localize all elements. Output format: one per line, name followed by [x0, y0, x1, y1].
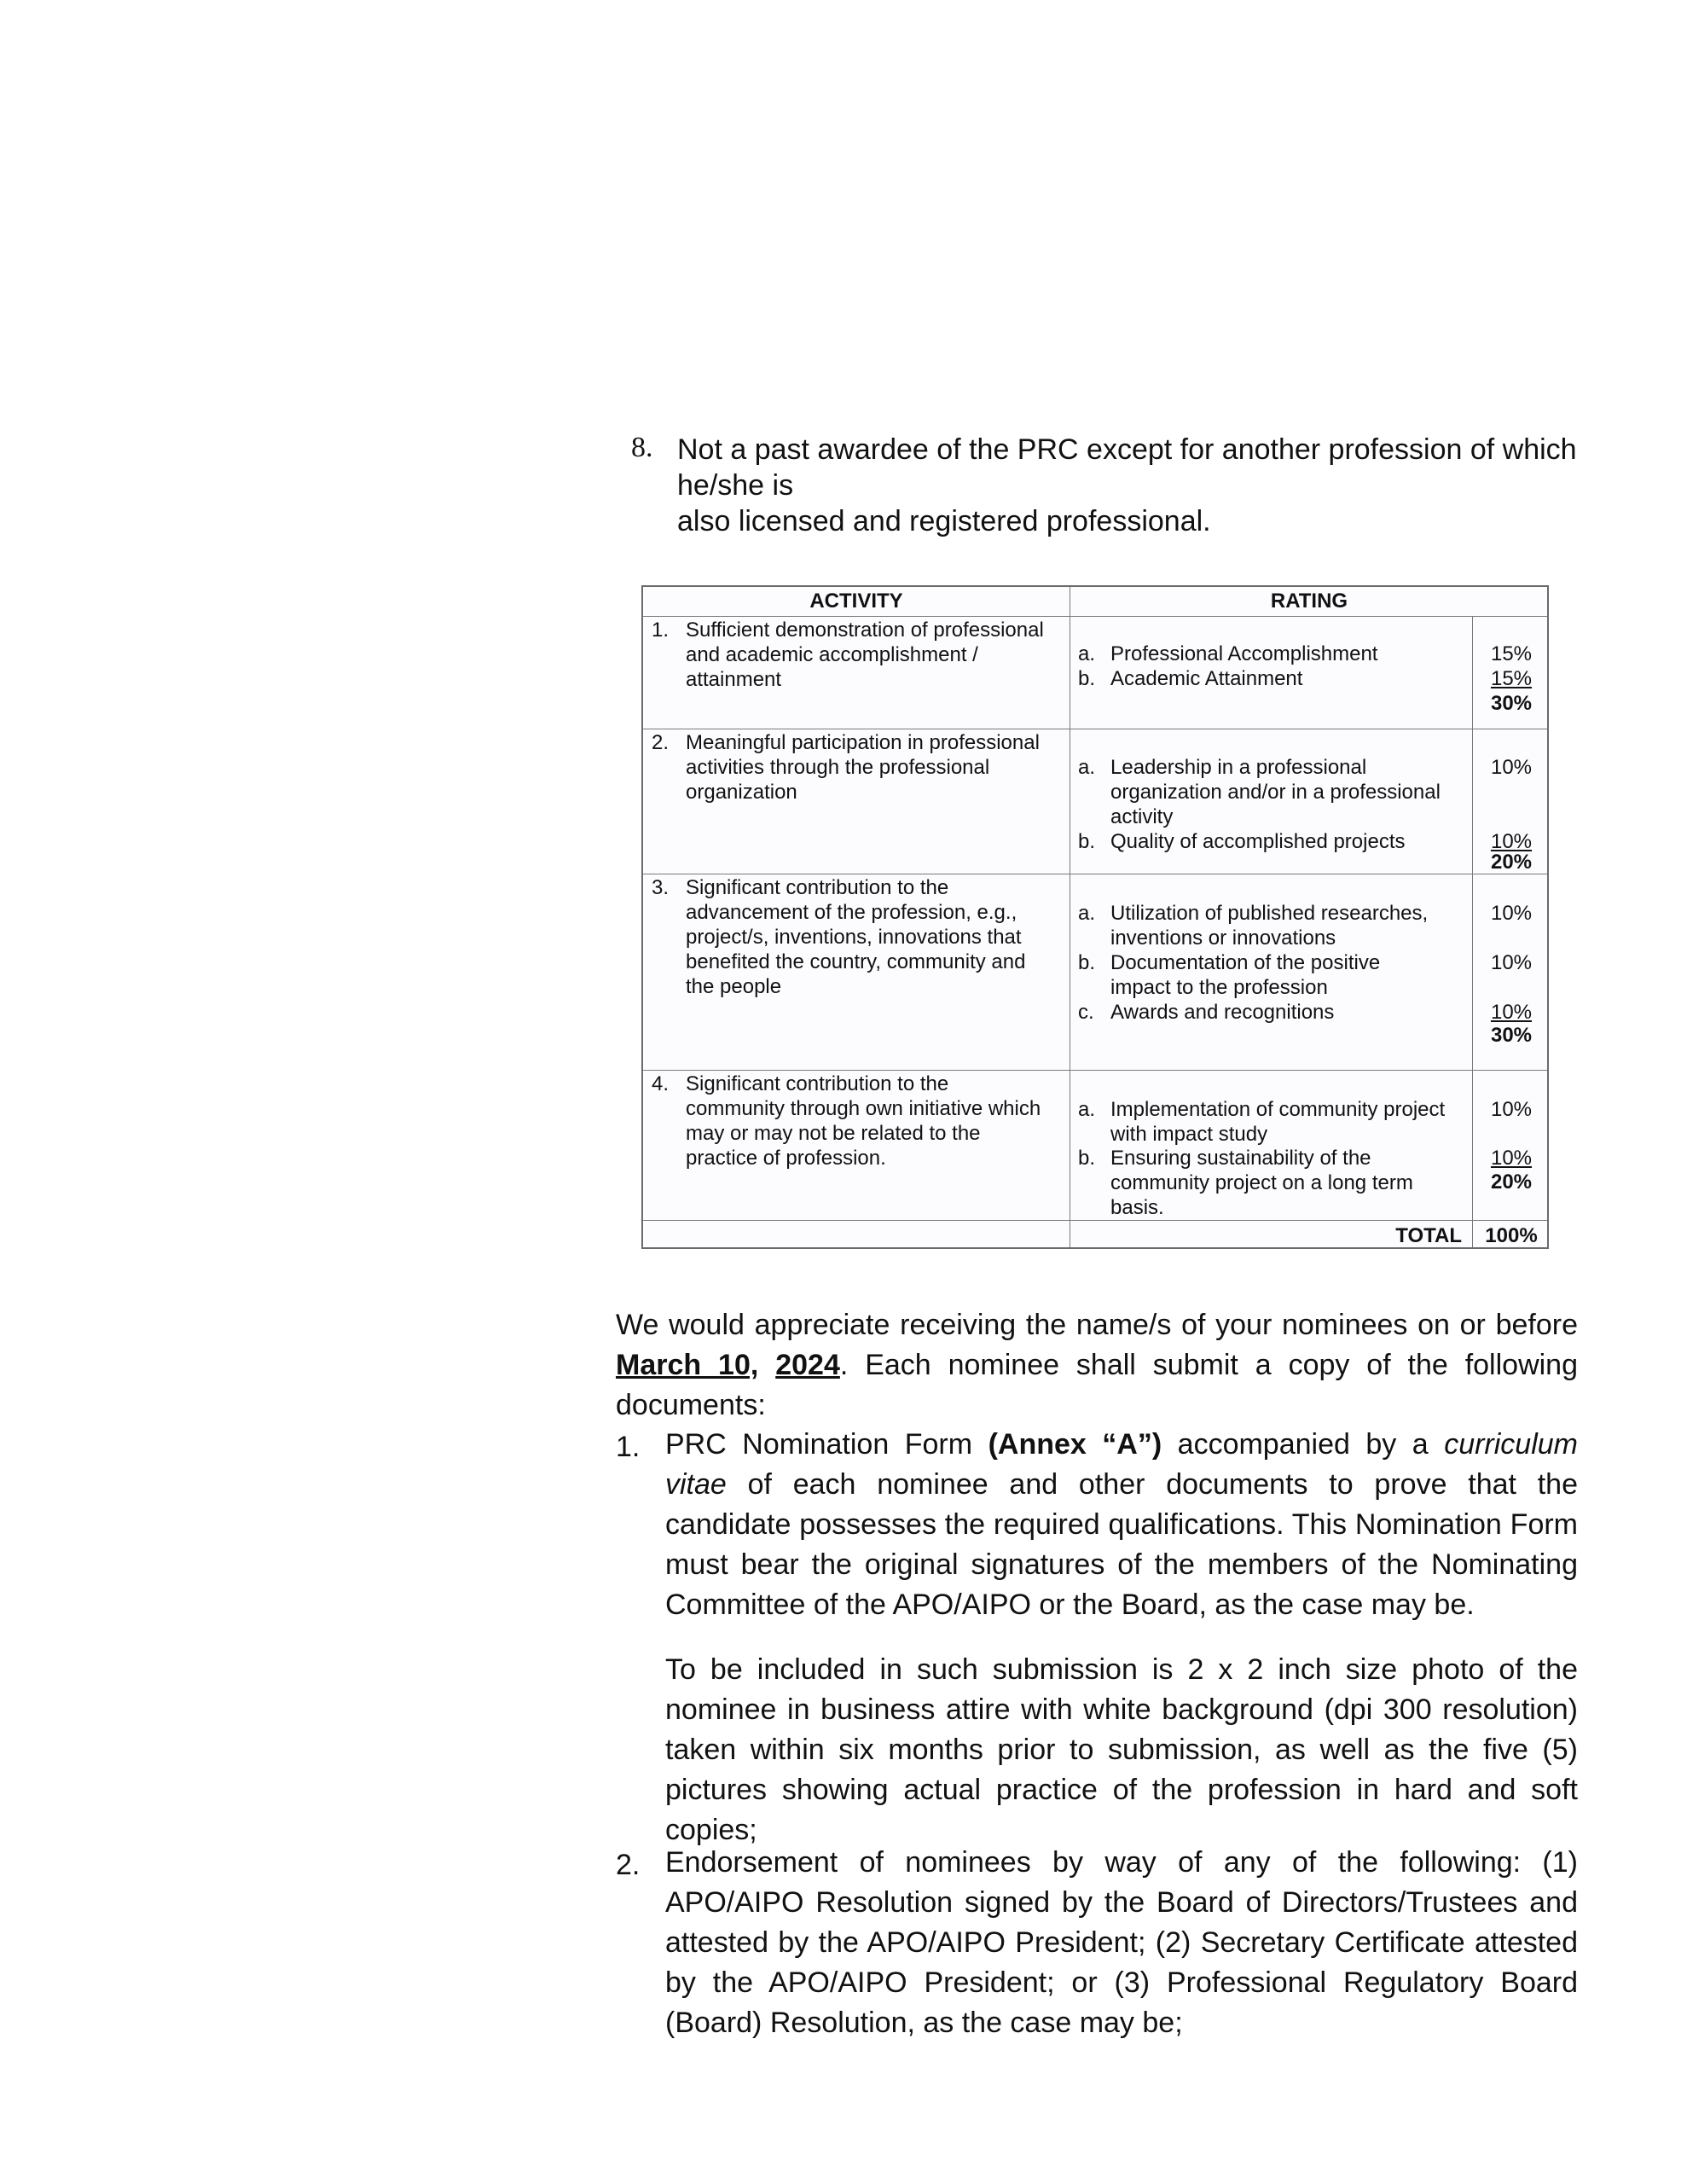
total-label: TOTAL	[1395, 1224, 1462, 1247]
activity-line: may or may not be related to the	[686, 1122, 981, 1145]
activity-line: organization	[686, 781, 797, 804]
list-item-1	[665, 1425, 1578, 1625]
list-number-8: 8.	[631, 432, 653, 463]
rating-letter: c.	[1078, 1001, 1094, 1024]
activity-line: Meaningful participation in professional	[686, 731, 1040, 754]
activity-line: practice of profession.	[686, 1147, 886, 1170]
pct-2a: 10%	[1490, 756, 1533, 779]
activity-line: benefited the country, community and	[686, 950, 1026, 973]
pct-1a: 15%	[1490, 642, 1533, 665]
activity-line: attainment	[686, 668, 782, 691]
subtotal-4: 20%	[1490, 1170, 1533, 1194]
row-number: 1.	[652, 619, 670, 642]
header-activity: ACTIVITY	[809, 590, 903, 613]
rating-text: Leadership in a professional	[1110, 756, 1367, 779]
rating-text: inventions or innovations	[1110, 926, 1336, 950]
activity-line: advancement of the profession, e.g.,	[686, 901, 1017, 924]
pct-4a: 10%	[1490, 1098, 1533, 1121]
pct-1b: 15%	[1490, 667, 1533, 690]
activity-line: community through own initiative which	[686, 1097, 1041, 1120]
pct-3b: 10%	[1490, 951, 1533, 974]
item-8-line-1: Not a past awardee of the PRC except for another profession of which he/she is	[677, 433, 1577, 502]
pct-3a: 10%	[1490, 902, 1533, 925]
rating-text: activity	[1110, 805, 1174, 828]
pct-4b: 10%	[1490, 1147, 1533, 1170]
rating-text: Awards and recognitions	[1110, 1001, 1335, 1024]
cv-term: curriculum vitae	[665, 1428, 1579, 1501]
pct-2b: 10%	[1490, 830, 1533, 853]
rating-text: Professional Accomplishment	[1110, 642, 1378, 665]
rating-letter: b.	[1078, 1147, 1096, 1170]
rating-letter: a.	[1078, 1098, 1096, 1121]
row-number: 3.	[652, 876, 670, 899]
subtotal-1: 30%	[1490, 692, 1533, 715]
activity-line: Sufficient demonstration of professional	[686, 619, 1044, 642]
intro-text: We would appreciate receiving the name/s of your nominees on or before	[616, 1309, 1578, 1341]
rating-text: Ensuring sustainability of the	[1110, 1147, 1371, 1170]
header-rating: RATING	[1270, 590, 1348, 613]
row-number: 4.	[652, 1072, 670, 1095]
rating-letter: b.	[1078, 951, 1096, 974]
pct-3c: 10%	[1490, 1001, 1533, 1024]
rating-letter: a.	[1078, 902, 1096, 925]
intro-paragraph	[616, 1305, 1578, 1426]
rating-text: with impact study	[1110, 1123, 1268, 1146]
rating-text: Documentation of the positive	[1110, 951, 1381, 974]
criteria-table	[641, 585, 1549, 1249]
rating-text: community project on a long term	[1110, 1171, 1413, 1194]
activity-line: Significant contribution to the	[686, 876, 949, 899]
list-item-1-extra: To be included in such submission is 2 x 2 inch size photo of the nominee in business attire with white background (dpi 300 resolution) taken within six months prior to submission, as well as the five (5) pictures showing actual practice of the profession in hard and soft copies;	[665, 1653, 1578, 1846]
rating-letter: b.	[1078, 667, 1096, 690]
subtotal-3: 30%	[1490, 1024, 1533, 1047]
rating-letter: b.	[1078, 830, 1096, 853]
rating-text: Utilization of published researches,	[1110, 902, 1429, 925]
activity-line: activities through the professional	[686, 756, 990, 779]
item-text: accompanied by a	[1162, 1428, 1445, 1461]
item-8-line-2: also licensed and registered professional.	[677, 505, 1211, 537]
item-text: of each nominee and other documents to prove that the candidate possesses the required qualifications. This Nomination Form must bear the original signatures of the members of the Nominating Committee of the APO/AIPO or the Board, as the case may be.	[665, 1468, 1578, 1621]
item-text: PRC Nomination Form	[665, 1428, 988, 1461]
rating-letter: a.	[1078, 642, 1096, 665]
list-number-2: 2.	[616, 1849, 641, 1881]
item-8-text	[677, 432, 1581, 539]
rating-text: Academic Attainment	[1110, 667, 1303, 690]
activity-line: project/s, inventions, innovations that	[686, 926, 1022, 949]
list-number-1: 1.	[616, 1431, 641, 1463]
deadline-date: March 10,	[616, 1349, 759, 1381]
rating-text: organization and/or in a professional	[1110, 781, 1441, 804]
annex-label: (Annex “A”)	[988, 1428, 1162, 1461]
activity-line: the people	[686, 975, 782, 998]
rating-letter: a.	[1078, 756, 1096, 779]
activity-line: Significant contribution to the	[686, 1072, 949, 1095]
subtotal-2: 20%	[1490, 851, 1533, 874]
intro-text-2: . Each nominee shall submit a copy of the following documents:	[616, 1349, 1579, 1421]
deadline-year: 2024	[775, 1349, 840, 1381]
rating-text: Quality of accomplished projects	[1110, 830, 1406, 853]
list-item-2: Endorsement of nominees by way of any of the following: (1) APO/AIPO Resolution signed by the Board of Directors/Trustees and attested by the APO/AIPO President; (2) Secretary Certificate attested by the APO/AIPO President; or (3) Professional Regulatory Board (Board) Resolution, as the case may be;	[665, 1846, 1578, 2039]
rating-text: basis.	[1110, 1196, 1164, 1219]
row-number: 2.	[652, 731, 670, 754]
total-value: 100%	[1485, 1224, 1538, 1247]
rating-text: Implementation of community project	[1110, 1098, 1446, 1121]
activity-line: and academic accomplishment /	[686, 643, 978, 666]
rating-text: impact to the profession	[1110, 976, 1328, 999]
